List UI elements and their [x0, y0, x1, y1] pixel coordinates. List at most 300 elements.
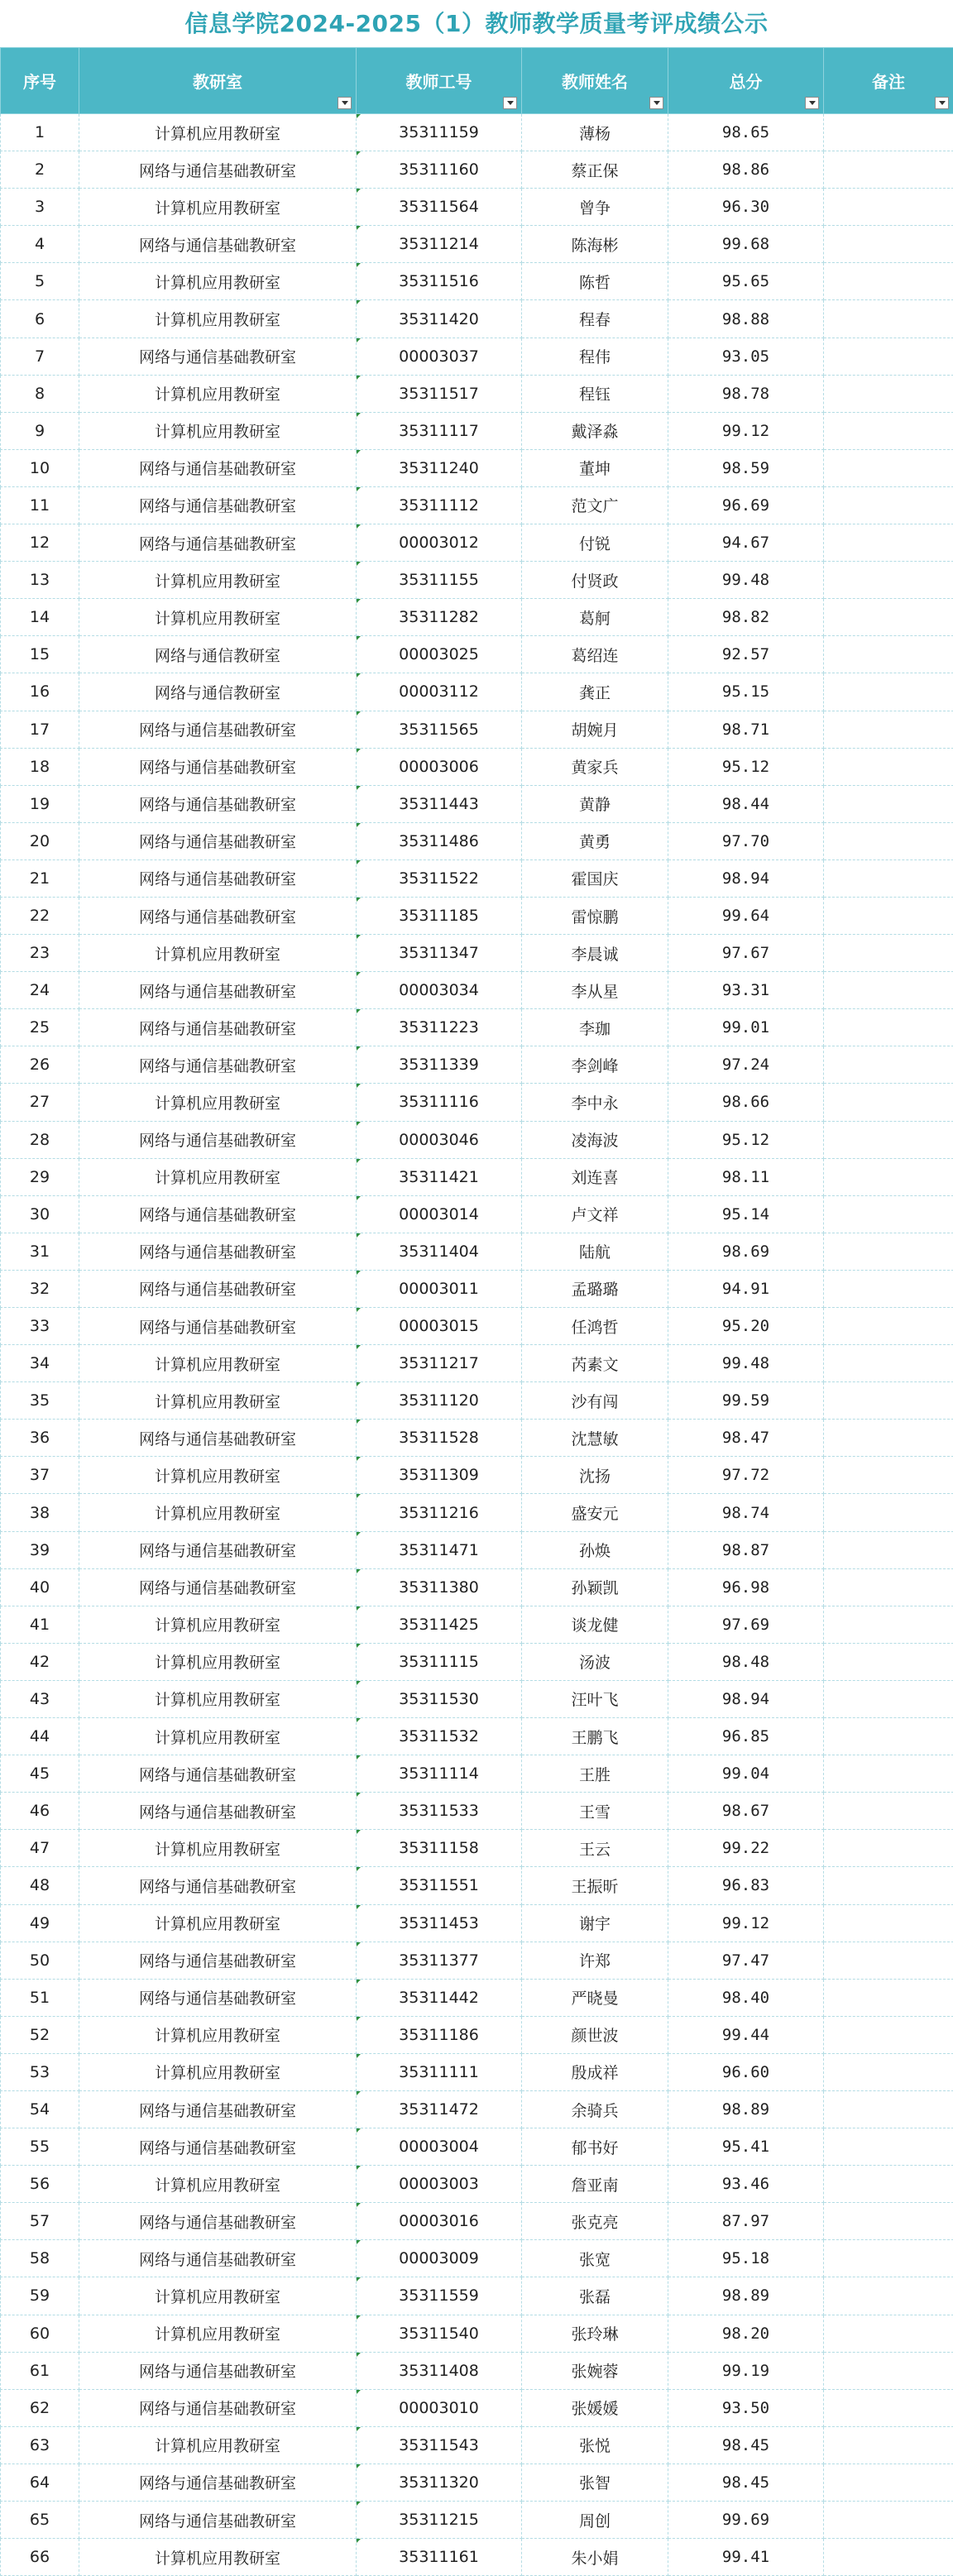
teacher-name-cell[interactable]: 薄杨 [522, 114, 668, 151]
remarks-cell[interactable] [824, 1009, 953, 1046]
index-cell[interactable]: 17 [1, 711, 79, 748]
department-cell[interactable]: 计算机应用教研室 [79, 2053, 357, 2090]
teacher-name-cell[interactable]: 程春 [522, 300, 668, 338]
staff-id-cell[interactable]: 35311186 [357, 2016, 522, 2053]
department-cell[interactable]: 计算机应用教研室 [79, 1158, 357, 1195]
score-cell[interactable]: 97.47 [668, 1942, 824, 1979]
remarks-cell[interactable] [824, 2016, 953, 2053]
staff-id-cell[interactable]: 35311380 [357, 1568, 522, 1606]
index-cell[interactable]: 11 [1, 486, 79, 524]
score-cell[interactable]: 95.12 [668, 748, 824, 785]
teacher-name-cell[interactable]: 王雪 [522, 1793, 668, 1830]
remarks-cell[interactable] [824, 1680, 953, 1717]
teacher-name-cell[interactable]: 孙焕 [522, 1531, 668, 1568]
teacher-name-cell[interactable]: 凌海波 [522, 1121, 668, 1158]
score-cell[interactable]: 95.20 [668, 1308, 824, 1345]
index-cell[interactable]: 19 [1, 785, 79, 822]
remarks-cell[interactable] [824, 2090, 953, 2128]
score-cell[interactable]: 95.18 [668, 2240, 824, 2277]
teacher-name-cell[interactable]: 陆航 [522, 1233, 668, 1270]
department-cell[interactable]: 计算机应用教研室 [79, 1084, 357, 1121]
index-cell[interactable]: 48 [1, 1867, 79, 1904]
index-cell[interactable]: 2 [1, 151, 79, 189]
score-cell[interactable]: 93.50 [668, 2389, 824, 2426]
index-cell[interactable]: 53 [1, 2053, 79, 2090]
teacher-name-cell[interactable]: 严晓曼 [522, 1979, 668, 2016]
department-cell[interactable]: 计算机应用教研室 [79, 1457, 357, 1494]
teacher-name-cell[interactable]: 周创 [522, 2502, 668, 2539]
teacher-name-cell[interactable]: 谢宇 [522, 1904, 668, 1942]
staff-id-cell[interactable]: 00003037 [357, 338, 522, 375]
score-cell[interactable]: 97.67 [668, 935, 824, 972]
remarks-cell[interactable] [824, 2166, 953, 2203]
remarks-cell[interactable] [824, 1345, 953, 1382]
index-cell[interactable]: 6 [1, 300, 79, 338]
department-cell[interactable]: 网络与通信基础教研室 [79, 2090, 357, 2128]
teacher-name-cell[interactable]: 余骑兵 [522, 2090, 668, 2128]
staff-id-cell[interactable]: 35311408 [357, 2352, 522, 2389]
teacher-name-cell[interactable]: 程伟 [522, 338, 668, 375]
staff-id-cell[interactable]: 35311421 [357, 1158, 522, 1195]
filter-dropdown-button[interactable] [935, 97, 949, 109]
teacher-name-cell[interactable]: 葛舸 [522, 599, 668, 636]
remarks-cell[interactable] [824, 1904, 953, 1942]
score-cell[interactable]: 93.05 [668, 338, 824, 375]
staff-id-cell[interactable]: 35311404 [357, 1233, 522, 1270]
score-cell[interactable]: 99.41 [668, 2539, 824, 2576]
remarks-cell[interactable] [824, 338, 953, 375]
index-cell[interactable]: 57 [1, 2203, 79, 2240]
remarks-cell[interactable] [824, 1046, 953, 1084]
teacher-name-cell[interactable]: 颜世波 [522, 2016, 668, 2053]
teacher-name-cell[interactable]: 卢文祥 [522, 1195, 668, 1233]
index-cell[interactable]: 41 [1, 1606, 79, 1643]
index-cell[interactable]: 54 [1, 2090, 79, 2128]
teacher-name-cell[interactable]: 孟璐璐 [522, 1270, 668, 1307]
teacher-name-cell[interactable]: 沈扬 [522, 1457, 668, 1494]
department-cell[interactable]: 网络与通信基础教研室 [79, 859, 357, 897]
index-cell[interactable]: 50 [1, 1942, 79, 1979]
index-cell[interactable]: 40 [1, 1568, 79, 1606]
staff-id-cell[interactable]: 00003016 [357, 2203, 522, 2240]
score-cell[interactable]: 98.86 [668, 151, 824, 189]
score-cell[interactable]: 96.60 [668, 2053, 824, 2090]
remarks-cell[interactable] [824, 1942, 953, 1979]
remarks-cell[interactable] [824, 673, 953, 711]
department-cell[interactable]: 网络与通信基础教研室 [79, 822, 357, 859]
score-cell[interactable]: 98.20 [668, 2315, 824, 2352]
index-cell[interactable]: 33 [1, 1308, 79, 1345]
department-cell[interactable]: 网络与通信基础教研室 [79, 1009, 357, 1046]
remarks-cell[interactable] [824, 2277, 953, 2315]
score-cell[interactable]: 94.91 [668, 1270, 824, 1307]
department-cell[interactable]: 网络与通信基础教研室 [79, 449, 357, 486]
teacher-name-cell[interactable]: 程钰 [522, 375, 668, 412]
index-cell[interactable]: 13 [1, 562, 79, 599]
staff-id-cell[interactable]: 35311425 [357, 1606, 522, 1643]
department-cell[interactable]: 网络与通信基础教研室 [79, 524, 357, 562]
staff-id-cell[interactable]: 00003014 [357, 1195, 522, 1233]
score-cell[interactable]: 96.30 [668, 189, 824, 226]
staff-id-cell[interactable]: 35311443 [357, 785, 522, 822]
teacher-name-cell[interactable]: 张宽 [522, 2240, 668, 2277]
index-cell[interactable]: 32 [1, 1270, 79, 1307]
score-cell[interactable]: 97.24 [668, 1046, 824, 1084]
department-cell[interactable]: 计算机应用教研室 [79, 263, 357, 300]
teacher-name-cell[interactable]: 王鹏飞 [522, 1718, 668, 1755]
department-cell[interactable]: 网络与通信基础教研室 [79, 1308, 357, 1345]
staff-id-cell[interactable]: 35311517 [357, 375, 522, 412]
score-cell[interactable]: 98.67 [668, 1793, 824, 1830]
staff-id-cell[interactable]: 35311282 [357, 599, 522, 636]
staff-id-cell[interactable]: 35311158 [357, 1830, 522, 1867]
index-cell[interactable]: 55 [1, 2128, 79, 2166]
index-cell[interactable]: 30 [1, 1195, 79, 1233]
score-cell[interactable]: 99.59 [668, 1382, 824, 1420]
department-cell[interactable]: 网络与通信基础教研室 [79, 1979, 357, 2016]
score-cell[interactable]: 95.15 [668, 673, 824, 711]
score-cell[interactable]: 98.94 [668, 1680, 824, 1717]
staff-id-cell[interactable]: 35311453 [357, 1904, 522, 1942]
department-cell[interactable]: 计算机应用教研室 [79, 375, 357, 412]
teacher-name-cell[interactable]: 曾争 [522, 189, 668, 226]
staff-id-cell[interactable]: 35311116 [357, 1084, 522, 1121]
index-cell[interactable]: 4 [1, 226, 79, 263]
index-cell[interactable]: 27 [1, 1084, 79, 1121]
score-cell[interactable]: 95.14 [668, 1195, 824, 1233]
teacher-name-cell[interactable]: 许郑 [522, 1942, 668, 1979]
remarks-cell[interactable] [824, 2240, 953, 2277]
department-cell[interactable]: 网络与通信基础教研室 [79, 972, 357, 1009]
teacher-name-cell[interactable]: 龚正 [522, 673, 668, 711]
remarks-cell[interactable] [824, 748, 953, 785]
department-cell[interactable]: 网络与通信基础教研室 [79, 748, 357, 785]
score-cell[interactable]: 87.97 [668, 2203, 824, 2240]
index-cell[interactable]: 38 [1, 1494, 79, 1531]
remarks-cell[interactable] [824, 1606, 953, 1643]
remarks-cell[interactable] [824, 300, 953, 338]
score-cell[interactable]: 99.01 [668, 1009, 824, 1046]
score-cell[interactable]: 98.87 [668, 1531, 824, 1568]
index-cell[interactable]: 44 [1, 1718, 79, 1755]
remarks-cell[interactable] [824, 2389, 953, 2426]
teacher-name-cell[interactable]: 郁书好 [522, 2128, 668, 2166]
score-cell[interactable]: 98.78 [668, 375, 824, 412]
remarks-cell[interactable] [824, 375, 953, 412]
teacher-name-cell[interactable]: 雷惊鹏 [522, 897, 668, 934]
remarks-cell[interactable] [824, 226, 953, 263]
department-cell[interactable]: 网络与通信基础教研室 [79, 1755, 357, 1793]
remarks-cell[interactable] [824, 2315, 953, 2352]
teacher-name-cell[interactable]: 范文广 [522, 486, 668, 524]
remarks-cell[interactable] [824, 263, 953, 300]
remarks-cell[interactable] [824, 2539, 953, 2576]
index-cell[interactable]: 7 [1, 338, 79, 375]
teacher-name-cell[interactable]: 沈慧敏 [522, 1420, 668, 1457]
remarks-cell[interactable] [824, 2203, 953, 2240]
department-cell[interactable]: 网络与通信教研室 [79, 673, 357, 711]
index-cell[interactable]: 26 [1, 1046, 79, 1084]
remarks-cell[interactable] [824, 1270, 953, 1307]
index-cell[interactable]: 56 [1, 2166, 79, 2203]
score-cell[interactable]: 99.68 [668, 226, 824, 263]
remarks-cell[interactable] [824, 2352, 953, 2389]
staff-id-cell[interactable]: 35311530 [357, 1680, 522, 1717]
department-cell[interactable]: 网络与通信基础教研室 [79, 151, 357, 189]
department-cell[interactable]: 计算机应用教研室 [79, 1680, 357, 1717]
department-cell[interactable]: 计算机应用教研室 [79, 1718, 357, 1755]
score-cell[interactable]: 94.67 [668, 524, 824, 562]
staff-id-cell[interactable]: 35311320 [357, 2463, 522, 2501]
staff-id-cell[interactable]: 35311516 [357, 263, 522, 300]
index-cell[interactable]: 64 [1, 2463, 79, 2501]
index-cell[interactable]: 23 [1, 935, 79, 972]
remarks-cell[interactable] [824, 412, 953, 449]
teacher-name-cell[interactable]: 李剑峰 [522, 1046, 668, 1084]
staff-id-cell[interactable]: 35311111 [357, 2053, 522, 2090]
remarks-cell[interactable] [824, 972, 953, 1009]
teacher-name-cell[interactable]: 汪叶飞 [522, 1680, 668, 1717]
department-cell[interactable]: 计算机应用教研室 [79, 189, 357, 226]
index-cell[interactable]: 9 [1, 412, 79, 449]
teacher-name-cell[interactable]: 张智 [522, 2463, 668, 2501]
department-cell[interactable]: 计算机应用教研室 [79, 599, 357, 636]
teacher-name-cell[interactable]: 李珈 [522, 1009, 668, 1046]
remarks-cell[interactable] [824, 486, 953, 524]
score-cell[interactable]: 99.48 [668, 1345, 824, 1382]
staff-id-cell[interactable]: 35311120 [357, 1382, 522, 1420]
score-cell[interactable]: 99.19 [668, 2352, 824, 2389]
index-cell[interactable]: 8 [1, 375, 79, 412]
score-cell[interactable]: 97.70 [668, 822, 824, 859]
remarks-cell[interactable] [824, 1420, 953, 1457]
staff-id-cell[interactable]: 35311442 [357, 1979, 522, 2016]
department-cell[interactable]: 计算机应用教研室 [79, 2016, 357, 2053]
staff-id-cell[interactable]: 35311420 [357, 300, 522, 338]
department-cell[interactable]: 网络与通信基础教研室 [79, 2352, 357, 2389]
staff-id-cell[interactable]: 35311533 [357, 1793, 522, 1830]
score-cell[interactable]: 93.46 [668, 2166, 824, 2203]
staff-id-cell[interactable]: 35311112 [357, 486, 522, 524]
staff-id-cell[interactable]: 35311159 [357, 114, 522, 151]
staff-id-cell[interactable]: 35311486 [357, 822, 522, 859]
department-cell[interactable]: 计算机应用教研室 [79, 114, 357, 151]
index-cell[interactable]: 25 [1, 1009, 79, 1046]
staff-id-cell[interactable]: 35311522 [357, 859, 522, 897]
remarks-cell[interactable] [824, 859, 953, 897]
index-cell[interactable]: 20 [1, 822, 79, 859]
remarks-cell[interactable] [824, 2502, 953, 2539]
score-cell[interactable]: 93.31 [668, 972, 824, 1009]
staff-id-cell[interactable]: 00003009 [357, 2240, 522, 2277]
staff-id-cell[interactable]: 35311347 [357, 935, 522, 972]
remarks-cell[interactable] [824, 2426, 953, 2463]
score-cell[interactable]: 98.45 [668, 2426, 824, 2463]
department-cell[interactable]: 网络与通信基础教研室 [79, 897, 357, 934]
department-cell[interactable]: 计算机应用教研室 [79, 1606, 357, 1643]
remarks-cell[interactable] [824, 524, 953, 562]
staff-id-cell[interactable]: 35311339 [357, 1046, 522, 1084]
staff-id-cell[interactable]: 35311161 [357, 2539, 522, 2576]
department-cell[interactable]: 计算机应用教研室 [79, 1904, 357, 1942]
score-cell[interactable]: 98.45 [668, 2463, 824, 2501]
score-cell[interactable]: 95.41 [668, 2128, 824, 2166]
index-cell[interactable]: 35 [1, 1382, 79, 1420]
department-cell[interactable]: 网络与通信基础教研室 [79, 785, 357, 822]
staff-id-cell[interactable]: 00003112 [357, 673, 522, 711]
teacher-name-cell[interactable]: 沙有闯 [522, 1382, 668, 1420]
staff-id-cell[interactable]: 00003046 [357, 1121, 522, 1158]
index-cell[interactable]: 3 [1, 189, 79, 226]
department-cell[interactable]: 计算机应用教研室 [79, 2539, 357, 2576]
teacher-name-cell[interactable]: 张媛媛 [522, 2389, 668, 2426]
score-cell[interactable]: 95.65 [668, 263, 824, 300]
staff-id-cell[interactable]: 00003034 [357, 972, 522, 1009]
remarks-cell[interactable] [824, 1195, 953, 1233]
index-cell[interactable]: 49 [1, 1904, 79, 1942]
index-cell[interactable]: 59 [1, 2277, 79, 2315]
department-cell[interactable]: 网络与通信基础教研室 [79, 2128, 357, 2166]
staff-id-cell[interactable]: 35311216 [357, 1494, 522, 1531]
remarks-cell[interactable] [824, 711, 953, 748]
department-cell[interactable]: 计算机应用教研室 [79, 1643, 357, 1680]
teacher-name-cell[interactable]: 李中永 [522, 1084, 668, 1121]
score-cell[interactable]: 97.72 [668, 1457, 824, 1494]
staff-id-cell[interactable]: 00003015 [357, 1308, 522, 1345]
remarks-cell[interactable] [824, 2128, 953, 2166]
teacher-name-cell[interactable]: 陈哲 [522, 263, 668, 300]
teacher-name-cell[interactable]: 付贤政 [522, 562, 668, 599]
staff-id-cell[interactable]: 35311115 [357, 1643, 522, 1680]
department-cell[interactable]: 网络与通信基础教研室 [79, 338, 357, 375]
index-cell[interactable]: 16 [1, 673, 79, 711]
score-cell[interactable]: 99.48 [668, 562, 824, 599]
department-cell[interactable]: 网络与通信基础教研室 [79, 1233, 357, 1270]
score-cell[interactable]: 98.65 [668, 114, 824, 151]
department-cell[interactable]: 网络与通信基础教研室 [79, 1270, 357, 1307]
index-cell[interactable]: 15 [1, 636, 79, 673]
remarks-cell[interactable] [824, 636, 953, 673]
score-cell[interactable]: 92.57 [668, 636, 824, 673]
remarks-cell[interactable] [824, 1755, 953, 1793]
teacher-name-cell[interactable]: 张磊 [522, 2277, 668, 2315]
remarks-cell[interactable] [824, 1643, 953, 1680]
remarks-cell[interactable] [824, 114, 953, 151]
index-cell[interactable]: 1 [1, 114, 79, 151]
remarks-cell[interactable] [824, 1084, 953, 1121]
teacher-name-cell[interactable]: 葛绍连 [522, 636, 668, 673]
staff-id-cell[interactable]: 00003011 [357, 1270, 522, 1307]
staff-id-cell[interactable]: 35311528 [357, 1420, 522, 1457]
remarks-cell[interactable] [824, 1494, 953, 1531]
score-cell[interactable]: 98.88 [668, 300, 824, 338]
staff-id-cell[interactable]: 35311240 [357, 449, 522, 486]
teacher-name-cell[interactable]: 霍国庆 [522, 859, 668, 897]
remarks-cell[interactable] [824, 1457, 953, 1494]
teacher-name-cell[interactable]: 詹亚南 [522, 2166, 668, 2203]
index-cell[interactable]: 36 [1, 1420, 79, 1457]
score-cell[interactable]: 96.98 [668, 1568, 824, 1606]
index-cell[interactable]: 52 [1, 2016, 79, 2053]
index-cell[interactable]: 46 [1, 1793, 79, 1830]
score-cell[interactable]: 98.44 [668, 785, 824, 822]
score-cell[interactable]: 99.44 [668, 2016, 824, 2053]
teacher-name-cell[interactable]: 蔡正保 [522, 151, 668, 189]
department-cell[interactable]: 网络与通信教研室 [79, 636, 357, 673]
staff-id-cell[interactable]: 35311377 [357, 1942, 522, 1979]
index-cell[interactable]: 37 [1, 1457, 79, 1494]
remarks-cell[interactable] [824, 1531, 953, 1568]
staff-id-cell[interactable]: 35311214 [357, 226, 522, 263]
index-cell[interactable]: 45 [1, 1755, 79, 1793]
teacher-name-cell[interactable]: 谈龙健 [522, 1606, 668, 1643]
department-cell[interactable]: 计算机应用教研室 [79, 412, 357, 449]
staff-id-cell[interactable]: 35311223 [357, 1009, 522, 1046]
filter-dropdown-button[interactable] [649, 97, 663, 109]
department-cell[interactable]: 网络与通信基础教研室 [79, 2203, 357, 2240]
department-cell[interactable]: 网络与通信基础教研室 [79, 1568, 357, 1606]
teacher-name-cell[interactable]: 胡婉月 [522, 711, 668, 748]
department-cell[interactable]: 计算机应用教研室 [79, 2277, 357, 2315]
remarks-cell[interactable] [824, 1568, 953, 1606]
score-cell[interactable]: 96.69 [668, 486, 824, 524]
score-cell[interactable]: 99.64 [668, 897, 824, 934]
score-cell[interactable]: 98.94 [668, 859, 824, 897]
teacher-name-cell[interactable]: 张克亮 [522, 2203, 668, 2240]
remarks-cell[interactable] [824, 599, 953, 636]
teacher-name-cell[interactable]: 张悦 [522, 2426, 668, 2463]
staff-id-cell[interactable]: 35311559 [357, 2277, 522, 2315]
remarks-cell[interactable] [824, 189, 953, 226]
staff-id-cell[interactable]: 35311309 [357, 1457, 522, 1494]
staff-id-cell[interactable]: 00003006 [357, 748, 522, 785]
score-cell[interactable]: 98.40 [668, 1979, 824, 2016]
department-cell[interactable]: 计算机应用教研室 [79, 935, 357, 972]
index-cell[interactable]: 22 [1, 897, 79, 934]
staff-id-cell[interactable]: 35311565 [357, 711, 522, 748]
remarks-cell[interactable] [824, 562, 953, 599]
staff-id-cell[interactable]: 35311532 [357, 1718, 522, 1755]
teacher-name-cell[interactable]: 黄家兵 [522, 748, 668, 785]
remarks-cell[interactable] [824, 1158, 953, 1195]
teacher-name-cell[interactable]: 汤波 [522, 1643, 668, 1680]
index-cell[interactable]: 61 [1, 2352, 79, 2389]
remarks-cell[interactable] [824, 1830, 953, 1867]
staff-id-cell[interactable]: 35311215 [357, 2502, 522, 2539]
filter-dropdown-button[interactable] [503, 97, 517, 109]
teacher-name-cell[interactable]: 孙颖凯 [522, 1568, 668, 1606]
department-cell[interactable]: 网络与通信基础教研室 [79, 1531, 357, 1568]
teacher-name-cell[interactable]: 王云 [522, 1830, 668, 1867]
index-cell[interactable]: 18 [1, 748, 79, 785]
index-cell[interactable]: 5 [1, 263, 79, 300]
score-cell[interactable]: 98.59 [668, 449, 824, 486]
score-cell[interactable]: 96.85 [668, 1718, 824, 1755]
score-cell[interactable]: 98.82 [668, 599, 824, 636]
score-cell[interactable]: 98.11 [668, 1158, 824, 1195]
department-cell[interactable]: 计算机应用教研室 [79, 1494, 357, 1531]
index-cell[interactable]: 10 [1, 449, 79, 486]
score-cell[interactable]: 98.74 [668, 1494, 824, 1531]
score-cell[interactable]: 97.69 [668, 1606, 824, 1643]
index-cell[interactable]: 39 [1, 1531, 79, 1568]
remarks-cell[interactable] [824, 1308, 953, 1345]
index-cell[interactable]: 65 [1, 2502, 79, 2539]
remarks-cell[interactable] [824, 1382, 953, 1420]
score-cell[interactable]: 98.71 [668, 711, 824, 748]
teacher-name-cell[interactable]: 任鸿哲 [522, 1308, 668, 1345]
remarks-cell[interactable] [824, 1793, 953, 1830]
